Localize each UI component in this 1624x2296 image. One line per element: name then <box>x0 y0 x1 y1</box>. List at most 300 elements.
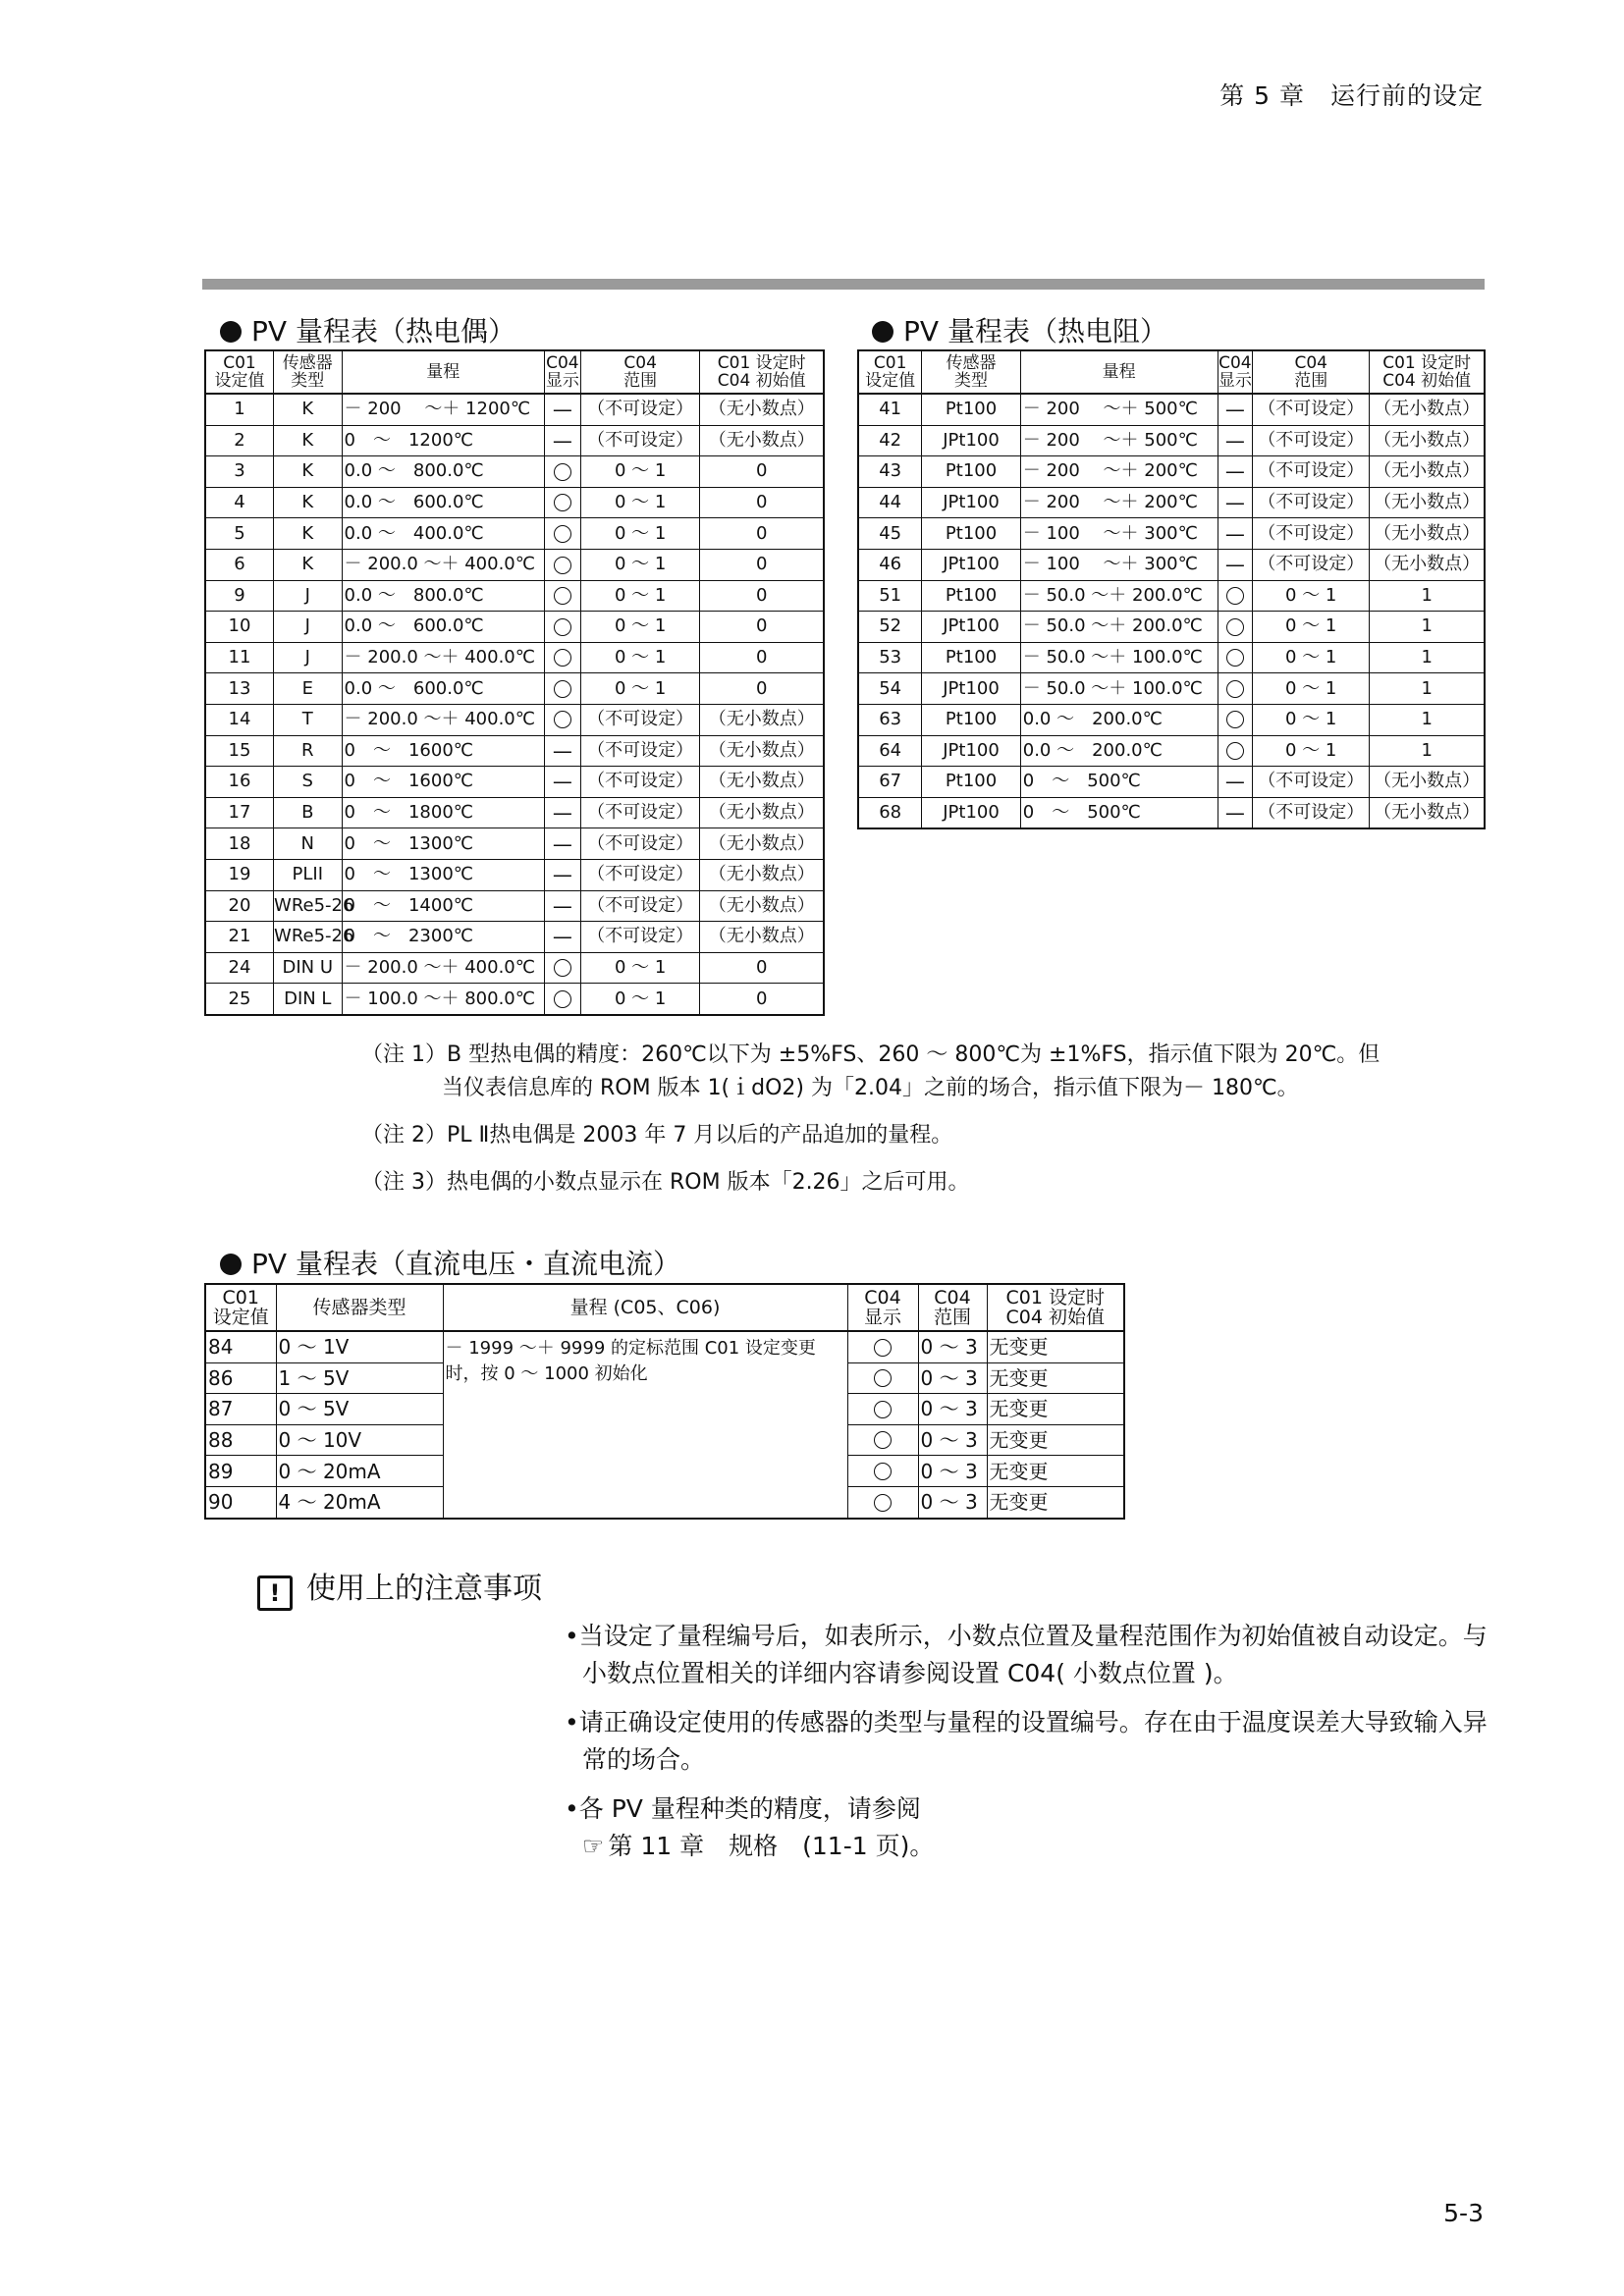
column-header <box>580 350 700 394</box>
column-header-line: 范围 <box>623 371 658 391</box>
table-row <box>858 425 1485 456</box>
range-cell: － 200 ～＋ 200℃ <box>1020 456 1218 488</box>
c04-range-cell: （不可设定） <box>1253 394 1370 425</box>
column-header-line: C04 <box>934 1287 971 1308</box>
setting-value-cell: 44 <box>858 487 922 518</box>
sensor-type-cell: 1 ～ 5V <box>276 1362 443 1394</box>
setting-value-cell: 89 <box>205 1456 276 1487</box>
c04-range-cell: 0 ～ 1 <box>580 984 700 1015</box>
c04-range-cell: （不可设定） <box>580 394 700 425</box>
table-row <box>205 922 824 953</box>
table-row <box>858 549 1485 580</box>
display-available-cell <box>1218 673 1253 705</box>
c04-initial-cell: （无小数点） <box>700 828 824 860</box>
table-row <box>205 859 824 890</box>
display-available-cell <box>544 456 580 488</box>
circle-icon <box>1226 711 1244 728</box>
sensor-type-cell: 0 ～ 20mA <box>276 1456 443 1487</box>
table-row <box>858 394 1485 425</box>
c04-initial-cell: 0 <box>700 487 824 518</box>
sensor-type-cell: JPt100 <box>922 425 1020 456</box>
dash-icon: — <box>1224 459 1245 484</box>
c04-range-cell: （不可设定） <box>1253 518 1370 550</box>
range-cell: － 200 ～＋ 1200℃ <box>342 394 544 425</box>
c04-initial-cell: （无小数点） <box>1370 394 1485 425</box>
c04-range-cell: 0 ～ 1 <box>1253 580 1370 612</box>
setting-value-cell: 3 <box>205 456 274 488</box>
range-cell: 0 ～ 500℃ <box>1020 767 1218 798</box>
caution-bullets <box>565 1618 1488 1865</box>
setting-value-cell: 84 <box>205 1331 276 1362</box>
c04-initial-cell: 1 <box>1370 673 1485 705</box>
column-header-line: C04 <box>1294 353 1327 373</box>
table-row <box>858 767 1485 798</box>
table-row <box>858 797 1485 828</box>
column-header-line: 量程 <box>1102 362 1136 382</box>
sensor-type-cell: JPt100 <box>922 612 1020 643</box>
range-cell: 0.0 ～ 400.0℃ <box>342 518 544 550</box>
c04-initial-cell: 0 <box>700 456 824 488</box>
range-cell: 0 ～ 500℃ <box>1020 797 1218 828</box>
c04-range-cell: （不可设定） <box>1253 549 1370 580</box>
table-row <box>858 704 1485 735</box>
c04-initial-cell: 0 <box>700 580 824 612</box>
range-cell: 0 ～ 1200℃ <box>342 425 544 456</box>
display-na-cell <box>1218 797 1253 828</box>
column-header-line: 显示 <box>545 371 579 391</box>
column-header-line: 传感器类型 <box>312 1297 406 1318</box>
setting-value-cell: 6 <box>205 549 274 580</box>
c04-initial-cell: 0 <box>700 673 824 705</box>
display-na-cell <box>544 828 580 860</box>
display-available-cell <box>1218 580 1253 612</box>
c04-initial-cell: 无变更 <box>987 1362 1124 1394</box>
reference-line: ☞ 第 11 章 规格 (11-1 页)。 <box>565 1828 1488 1865</box>
sensor-type-cell: Pt100 <box>922 767 1020 798</box>
display-na-cell <box>544 890 580 922</box>
circle-icon <box>554 649 571 667</box>
table-row <box>205 1331 1124 1362</box>
dash-icon: — <box>1224 801 1245 826</box>
display-na-cell <box>544 859 580 890</box>
sensor-type-cell: Pt100 <box>922 456 1020 488</box>
c04-initial-cell: （无小数点） <box>700 704 824 735</box>
c04-range-cell: 0 ～ 1 <box>1253 612 1370 643</box>
c04-initial-cell: 0 <box>700 984 824 1015</box>
sensor-type-cell: T <box>274 704 343 735</box>
column-header-line: 范围 <box>1294 371 1328 391</box>
column-header-line: C01 <box>223 353 256 373</box>
column-header-line: 类型 <box>954 371 989 391</box>
sensor-type-cell: B <box>274 797 343 828</box>
exclamation-box-icon: ! <box>257 1575 293 1611</box>
notes-block <box>361 1039 1380 1213</box>
sensor-type-cell: Pt100 <box>922 518 1020 550</box>
note-text: B 型热电偶的精度：260℃以下为 ±5%FS、260 ～ 800℃为 ±1%FS，指示值下限为 20℃。但 <box>447 1042 1380 1067</box>
sensor-type-cell: Pt100 <box>922 642 1020 673</box>
c04-range-cell: （不可设定） <box>580 767 700 798</box>
column-header-line: 设定值 <box>865 371 916 391</box>
dash-icon: — <box>1224 398 1245 422</box>
dash-icon: — <box>552 770 572 794</box>
c04-range-cell: （不可设定） <box>1253 425 1370 456</box>
caution-bullet: •请正确设定使用的传感器的类型与量程的设置编号。存在由于温度误差大导致输入异常的场合。 <box>565 1708 1488 1774</box>
dash-icon: — <box>1224 491 1245 515</box>
dash-icon: — <box>1224 521 1245 546</box>
c04-initial-cell: （无小数点） <box>700 394 824 425</box>
range-cell: 0 ～ 1400℃ <box>342 890 544 922</box>
c04-initial-cell: 无变更 <box>987 1424 1124 1456</box>
c04-range-cell: （不可设定） <box>1253 456 1370 488</box>
display-available-cell <box>544 612 580 643</box>
setting-value-cell: 90 <box>205 1486 276 1518</box>
c04-range-cell: （不可设定） <box>580 828 700 860</box>
table-row <box>205 612 824 643</box>
sensor-type-cell: JPt100 <box>922 549 1020 580</box>
c04-range-cell: 0 ～ 1 <box>580 456 700 488</box>
dash-icon: — <box>552 801 572 826</box>
table-row <box>205 518 824 550</box>
c04-range-cell: 0 ～ 1 <box>580 580 700 612</box>
column-header <box>342 350 544 394</box>
column-header-line: 设定值 <box>212 1307 269 1328</box>
display-na-cell <box>544 922 580 953</box>
sensor-type-cell: 0 ～ 1V <box>276 1331 443 1362</box>
sensor-type-cell: K <box>274 549 343 580</box>
table-row <box>205 890 824 922</box>
circle-icon <box>554 959 571 977</box>
dash-icon: — <box>1224 553 1245 577</box>
note-item <box>361 1166 1380 1200</box>
column-header-line: C04 初始值 <box>1005 1307 1105 1328</box>
table-row <box>205 735 824 767</box>
table-row <box>858 487 1485 518</box>
sensor-type-cell: E <box>274 673 343 705</box>
circle-icon <box>554 557 571 574</box>
c04-initial-cell: 0 <box>700 642 824 673</box>
dash-icon: — <box>552 738 572 763</box>
range-cell: － 50.0 ～＋ 200.0℃ <box>1020 580 1218 612</box>
setting-value-cell: 46 <box>858 549 922 580</box>
display-available-cell <box>544 952 580 984</box>
column-header-line: C01 <box>873 353 907 373</box>
rtd-table-title: PV 量程表（热电阻） <box>872 310 1167 349</box>
header-rule <box>202 279 1485 290</box>
display-na-cell <box>544 767 580 798</box>
sensor-type-cell: PLII <box>274 859 343 890</box>
setting-value-cell: 51 <box>858 580 922 612</box>
circle-icon <box>554 463 571 481</box>
column-header-line: 传感器 <box>282 353 333 373</box>
c04-range-cell: （不可设定） <box>580 735 700 767</box>
c04-initial-cell: 1 <box>1370 580 1485 612</box>
display-na-cell <box>1218 767 1253 798</box>
circle-icon <box>1226 680 1244 698</box>
range-cell: － 200.0 ～＋ 400.0℃ <box>342 952 544 984</box>
circle-icon <box>874 1369 892 1387</box>
circle-icon <box>1226 742 1244 760</box>
c04-range-cell: （不可设定） <box>1253 797 1370 828</box>
table-row <box>205 952 824 984</box>
bullet-dot-icon <box>872 321 893 343</box>
c04-range-cell: 0 ～ 1 <box>580 487 700 518</box>
c04-initial-cell: 0 <box>700 952 824 984</box>
table-row <box>205 580 824 612</box>
circle-icon <box>874 1494 892 1512</box>
c04-initial-cell: 无变更 <box>987 1486 1124 1518</box>
column-header <box>205 1284 276 1331</box>
setting-value-cell: 4 <box>205 487 274 518</box>
display-na-cell <box>544 425 580 456</box>
table-row <box>858 456 1485 488</box>
setting-value-cell: 45 <box>858 518 922 550</box>
column-header <box>918 1284 987 1331</box>
range-cell: 0.0 ～ 800.0℃ <box>342 456 544 488</box>
display-available-cell <box>847 1486 918 1518</box>
pointing-hand-icon: ☞ <box>582 1832 605 1860</box>
table-row <box>205 704 824 735</box>
c04-range-cell: （不可设定） <box>580 797 700 828</box>
chapter-header: 第 5 章 运行前的设定 <box>1219 81 1484 110</box>
column-header <box>205 350 274 394</box>
dash-icon: — <box>1224 770 1245 794</box>
range-cell: 0.0 ～ 200.0℃ <box>1020 735 1218 767</box>
column-header <box>700 350 824 394</box>
column-header-line: C04 <box>623 353 657 373</box>
range-cell: － 200 ～＋ 200℃ <box>1020 487 1218 518</box>
c04-range-cell: 0 ～ 1 <box>1253 673 1370 705</box>
page-number: 5-3 <box>1443 2199 1484 2227</box>
range-cell: － 100.0 ～＋ 800.0℃ <box>342 984 544 1015</box>
circle-icon <box>1226 587 1244 605</box>
column-header <box>1370 350 1485 394</box>
table-header-row <box>858 350 1485 394</box>
range-cell: 0.0 ～ 600.0℃ <box>342 673 544 705</box>
display-na-cell <box>544 797 580 828</box>
circle-icon <box>554 587 571 605</box>
sensor-type-cell: DIN U <box>274 952 343 984</box>
display-available-cell <box>544 487 580 518</box>
setting-value-cell: 86 <box>205 1362 276 1394</box>
table-row <box>205 642 824 673</box>
setting-value-cell: 18 <box>205 828 274 860</box>
c04-range-cell: 0 ～ 3 <box>918 1456 987 1487</box>
setting-value-cell: 20 <box>205 890 274 922</box>
display-available-cell <box>1218 612 1253 643</box>
column-header <box>922 350 1020 394</box>
c04-initial-cell: 无变更 <box>987 1456 1124 1487</box>
display-available-cell <box>1218 704 1253 735</box>
setting-value-cell: 52 <box>858 612 922 643</box>
c04-initial-cell: 1 <box>1370 612 1485 643</box>
circle-icon <box>554 990 571 1008</box>
c04-initial-cell: 无变更 <box>987 1394 1124 1425</box>
display-available-cell <box>1218 735 1253 767</box>
c04-range-cell: 0 ～ 3 <box>918 1362 987 1394</box>
range-cell: － 200.0 ～＋ 400.0℃ <box>342 704 544 735</box>
circle-icon <box>554 618 571 636</box>
range-cell: 0 ～ 2300℃ <box>342 922 544 953</box>
setting-value-cell: 13 <box>205 673 274 705</box>
c04-initial-cell: 0 <box>700 518 824 550</box>
display-na-cell <box>1218 394 1253 425</box>
c04-range-cell: （不可设定） <box>580 704 700 735</box>
table-row <box>205 456 824 488</box>
range-cell: － 100 ～＋ 300℃ <box>1020 518 1218 550</box>
setting-value-cell: 41 <box>858 394 922 425</box>
range-cell: 0 ～ 1300℃ <box>342 828 544 860</box>
display-available-cell <box>544 642 580 673</box>
c04-range-cell: 0 ～ 1 <box>1253 704 1370 735</box>
c04-range-cell: 0 ～ 1 <box>580 642 700 673</box>
display-available-cell <box>847 1394 918 1425</box>
column-header-line: C04 初始值 <box>1382 371 1472 391</box>
c04-initial-cell: （无小数点） <box>700 890 824 922</box>
circle-icon <box>554 680 571 698</box>
sensor-type-cell: WRe5-26 <box>274 922 343 953</box>
range-cell: － 200 ～＋ 500℃ <box>1020 394 1218 425</box>
display-na-cell <box>1218 549 1253 580</box>
c04-range-cell: 0 ～ 3 <box>918 1331 987 1362</box>
display-available-cell <box>544 984 580 1015</box>
display-na-cell <box>1218 456 1253 488</box>
c04-range-cell: 0 ～ 3 <box>918 1486 987 1518</box>
c04-range-cell: （不可设定） <box>1253 767 1370 798</box>
column-header <box>858 350 922 394</box>
setting-value-cell: 88 <box>205 1424 276 1456</box>
column-header-line: 范围 <box>933 1307 971 1328</box>
column-header-line: 量程 <box>426 362 460 382</box>
table-row <box>205 984 824 1015</box>
dash-icon: — <box>552 863 572 887</box>
column-header-line: C01 <box>222 1287 259 1308</box>
thermocouple-table-title: PV 量程表（热电偶） <box>220 310 515 349</box>
setting-value-cell: 17 <box>205 797 274 828</box>
range-cell: － 200.0 ～＋ 400.0℃ <box>342 549 544 580</box>
sensor-type-cell: Pt100 <box>922 580 1020 612</box>
note-label: （注 3） <box>361 1170 447 1195</box>
note-label: （注 2） <box>361 1123 447 1148</box>
range-cell: 0.0 ～ 200.0℃ <box>1020 704 1218 735</box>
dash-icon: — <box>552 398 572 422</box>
c04-initial-cell: （无小数点） <box>700 922 824 953</box>
c04-initial-cell: （无小数点） <box>700 797 824 828</box>
c04-range-cell: 0 ～ 1 <box>1253 735 1370 767</box>
setting-value-cell: 15 <box>205 735 274 767</box>
rtd-table <box>857 349 1486 829</box>
sensor-type-cell: R <box>274 735 343 767</box>
caution-bullet: •当设定了量程编号后，如表所示，小数点位置及量程范围作为初始值被自动设定。与小数点位置相关的详细内容请参阅设置 C04( 小数点位置 )。 <box>565 1622 1488 1687</box>
sensor-type-cell: JPt100 <box>922 735 1020 767</box>
circle-icon <box>1226 649 1244 667</box>
setting-value-cell: 64 <box>858 735 922 767</box>
column-header <box>1253 350 1370 394</box>
setting-value-cell: 21 <box>205 922 274 953</box>
column-header <box>1218 350 1253 394</box>
display-available-cell <box>544 580 580 612</box>
caution-bullet: •各 PV 量程种类的精度，请参阅 <box>565 1794 921 1823</box>
table-row <box>205 425 824 456</box>
c04-range-cell: 0 ～ 1 <box>580 952 700 984</box>
column-header-line: 设定值 <box>214 371 265 391</box>
setting-value-cell: 19 <box>205 859 274 890</box>
note-text: PL Ⅱ热电偶是 2003 年 7 月以后的产品追加的量程。 <box>447 1123 953 1148</box>
range-cell: 0 ～ 1800℃ <box>342 797 544 828</box>
column-header-line: C01 设定时 <box>1382 353 1472 373</box>
c04-range-cell: 0 ～ 3 <box>918 1424 987 1456</box>
column-header-line: 显示 <box>1218 371 1252 391</box>
range-cell: 0.0 ～ 800.0℃ <box>342 580 544 612</box>
caution-heading: ! 使用上的注意事项 <box>257 1564 542 1611</box>
range-cell: － 200 ～＋ 500℃ <box>1020 425 1218 456</box>
setting-value-cell: 9 <box>205 580 274 612</box>
table-row <box>205 797 824 828</box>
sensor-type-cell: S <box>274 767 343 798</box>
note-item <box>361 1119 1380 1152</box>
display-available-cell <box>544 518 580 550</box>
range-cell: 0.0 ～ 600.0℃ <box>342 487 544 518</box>
column-header-line: 传感器 <box>946 353 997 373</box>
c04-initial-cell: （无小数点） <box>700 767 824 798</box>
dc-table-title: PV 量程表（直流电压・直流电流） <box>220 1243 680 1282</box>
setting-value-cell: 67 <box>858 767 922 798</box>
display-available-cell <box>847 1362 918 1394</box>
column-header <box>443 1284 847 1331</box>
c04-initial-cell: （无小数点） <box>700 425 824 456</box>
display-available-cell <box>1218 642 1253 673</box>
setting-value-cell: 11 <box>205 642 274 673</box>
display-na-cell <box>1218 487 1253 518</box>
dash-icon: — <box>552 831 572 856</box>
display-na-cell <box>544 394 580 425</box>
circle-icon <box>554 525 571 543</box>
c04-range-cell: （不可设定） <box>1253 487 1370 518</box>
c04-range-cell: 0 ～ 1 <box>580 673 700 705</box>
c04-range-cell: 0 ～ 1 <box>1253 642 1370 673</box>
table-header-row <box>205 1284 1124 1331</box>
column-header-line: C04 <box>546 353 579 373</box>
setting-value-cell: 42 <box>858 425 922 456</box>
note-label: （注 1） <box>361 1042 447 1067</box>
c04-range-cell: 0 ～ 1 <box>580 518 700 550</box>
circle-icon <box>874 1463 892 1480</box>
display-available-cell <box>544 673 580 705</box>
dash-icon: — <box>552 893 572 918</box>
c04-initial-cell: （无小数点） <box>1370 456 1485 488</box>
setting-value-cell: 54 <box>858 673 922 705</box>
table-row <box>858 642 1485 673</box>
sensor-type-cell: K <box>274 487 343 518</box>
circle-icon <box>874 1431 892 1449</box>
setting-value-cell: 10 <box>205 612 274 643</box>
circle-icon <box>874 1339 892 1357</box>
column-header <box>1020 350 1218 394</box>
sensor-type-cell: 4 ～ 20mA <box>276 1486 443 1518</box>
display-na-cell <box>544 735 580 767</box>
setting-value-cell: 63 <box>858 704 922 735</box>
table-row <box>858 518 1485 550</box>
c04-initial-cell: （无小数点） <box>700 859 824 890</box>
table-row <box>858 673 1485 705</box>
sensor-type-cell: J <box>274 642 343 673</box>
table-row <box>205 828 824 860</box>
c04-range-cell: 0 ～ 3 <box>918 1394 987 1425</box>
range-cell: 0.0 ～ 600.0℃ <box>342 612 544 643</box>
setting-value-cell: 16 <box>205 767 274 798</box>
circle-icon <box>1226 618 1244 636</box>
column-header <box>544 350 580 394</box>
dash-icon: — <box>1224 428 1245 453</box>
